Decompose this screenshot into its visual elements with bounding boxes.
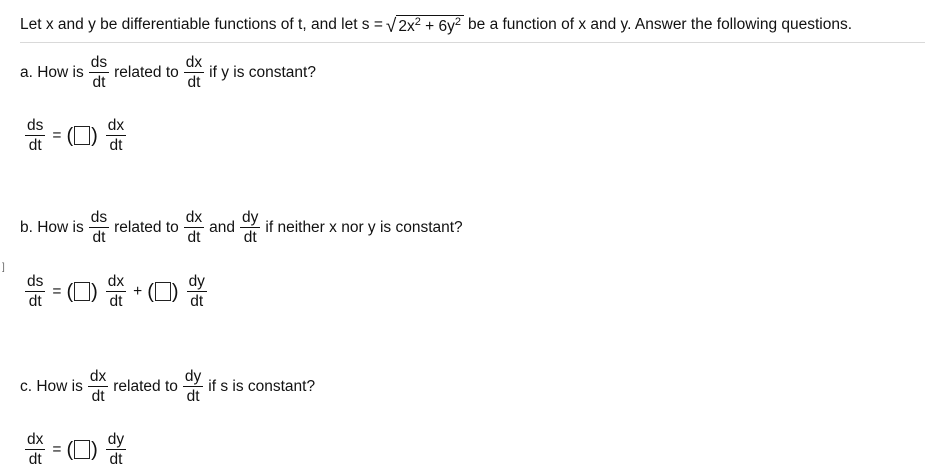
fraction-denominator: dt [109,137,123,155]
question-c-condition: if s is constant? [208,377,316,395]
right-paren: ) [171,280,179,303]
answer-a-input[interactable] [74,126,90,145]
problem-intro: Let x and y be differentiable functions of t, and let s = [20,16,383,33]
fraction-denominator: dt [243,229,257,247]
fraction-numerator: ds [25,117,45,136]
equals-sign: = [52,126,62,144]
fraction-numerator: dx [184,54,204,73]
answer-a-equation [20,117,131,155]
question-b-label: b. How is [20,218,84,236]
answer-c-box-group [66,440,97,460]
question-a-label: a. How is [20,63,84,81]
fraction-numerator: dx [88,368,108,387]
question-a-fraction-2 [184,54,204,92]
fraction-denominator: dt [186,388,200,406]
fraction-denominator: dt [28,137,42,155]
question-b [20,209,463,247]
fraction-denominator: dt [28,451,42,469]
fraction-denominator: dt [91,388,105,406]
answer-c-lhs [25,431,45,469]
fraction-numerator: ds [89,54,109,73]
question-b-related: related to [114,218,179,236]
problem-statement [20,8,925,43]
question-b-fraction-3 [240,209,260,247]
fraction-denominator: dt [109,451,123,469]
right-paren: ) [91,124,98,147]
answer-c-term [106,431,126,469]
x-exponent: 2 [414,15,421,28]
fraction-numerator: dx [106,117,126,136]
equals-sign: = [52,282,62,300]
radicand-x-term: 2x [398,17,415,35]
question-a [20,54,316,92]
right-paren: ) [91,438,98,461]
fraction-numerator: dx [184,209,204,228]
answer-b-box-group-1 [66,282,97,302]
answer-c-input[interactable] [74,440,90,459]
question-c-fraction-1 [88,368,108,406]
answer-c-equation [20,431,131,469]
radicand-y-term: + 6y [425,17,455,35]
fraction-denominator: dt [187,74,201,92]
fraction-numerator: dy [187,273,207,292]
fraction-numerator: dx [106,273,126,292]
square-root-expression [386,15,464,36]
answer-b-input-2[interactable] [155,282,171,301]
answer-a-term [106,117,126,155]
question-c-label: c. How is [20,377,83,395]
question-b-fraction-2 [184,209,204,247]
answer-b-lhs [25,273,45,311]
left-paren: ( [66,280,74,303]
problem-tail: be a function of x and y. Answer the following questions. [468,16,853,33]
fraction-numerator: dx [25,431,45,450]
answer-a-box-group [66,126,97,146]
fraction-denominator: dt [92,229,106,247]
answer-b-term-1 [106,273,126,311]
answer-a-lhs [25,117,45,155]
question-b-fraction-1 [89,209,109,247]
fraction-denominator: dt [92,74,106,92]
edge-mark: ] [2,262,5,273]
plus-sign: + [133,282,143,300]
right-paren: ) [91,280,98,303]
fraction-denominator: dt [28,293,42,311]
fraction-numerator: ds [89,209,109,228]
radical-sign: √ [385,15,397,37]
question-c [20,368,315,406]
answer-b-box-group-2 [147,282,178,302]
question-a-related: related to [114,63,179,81]
answer-b-equation [20,273,212,311]
question-a-fraction-1 [89,54,109,92]
fraction-numerator: dy [240,209,260,228]
question-a-condition: if y is constant? [209,63,316,81]
question-c-related: related to [113,377,178,395]
question-b-condition: if neither x nor y is constant? [265,218,463,236]
question-c-fraction-2 [183,368,203,406]
y-exponent: 2 [454,15,462,28]
fraction-numerator: ds [25,273,45,292]
left-paren: ( [66,438,74,461]
equals-sign: = [52,440,62,458]
radicand [396,15,464,36]
answer-b-term-2 [187,273,207,311]
left-paren: ( [66,124,74,147]
fraction-denominator: dt [109,293,123,311]
answer-b-input-1[interactable] [74,282,90,301]
fraction-denominator: dt [187,229,201,247]
question-b-and: and [209,218,236,236]
left-paren: ( [147,280,154,303]
fraction-numerator: dy [106,431,126,450]
fraction-denominator: dt [190,293,204,311]
fraction-numerator: dy [183,368,203,387]
